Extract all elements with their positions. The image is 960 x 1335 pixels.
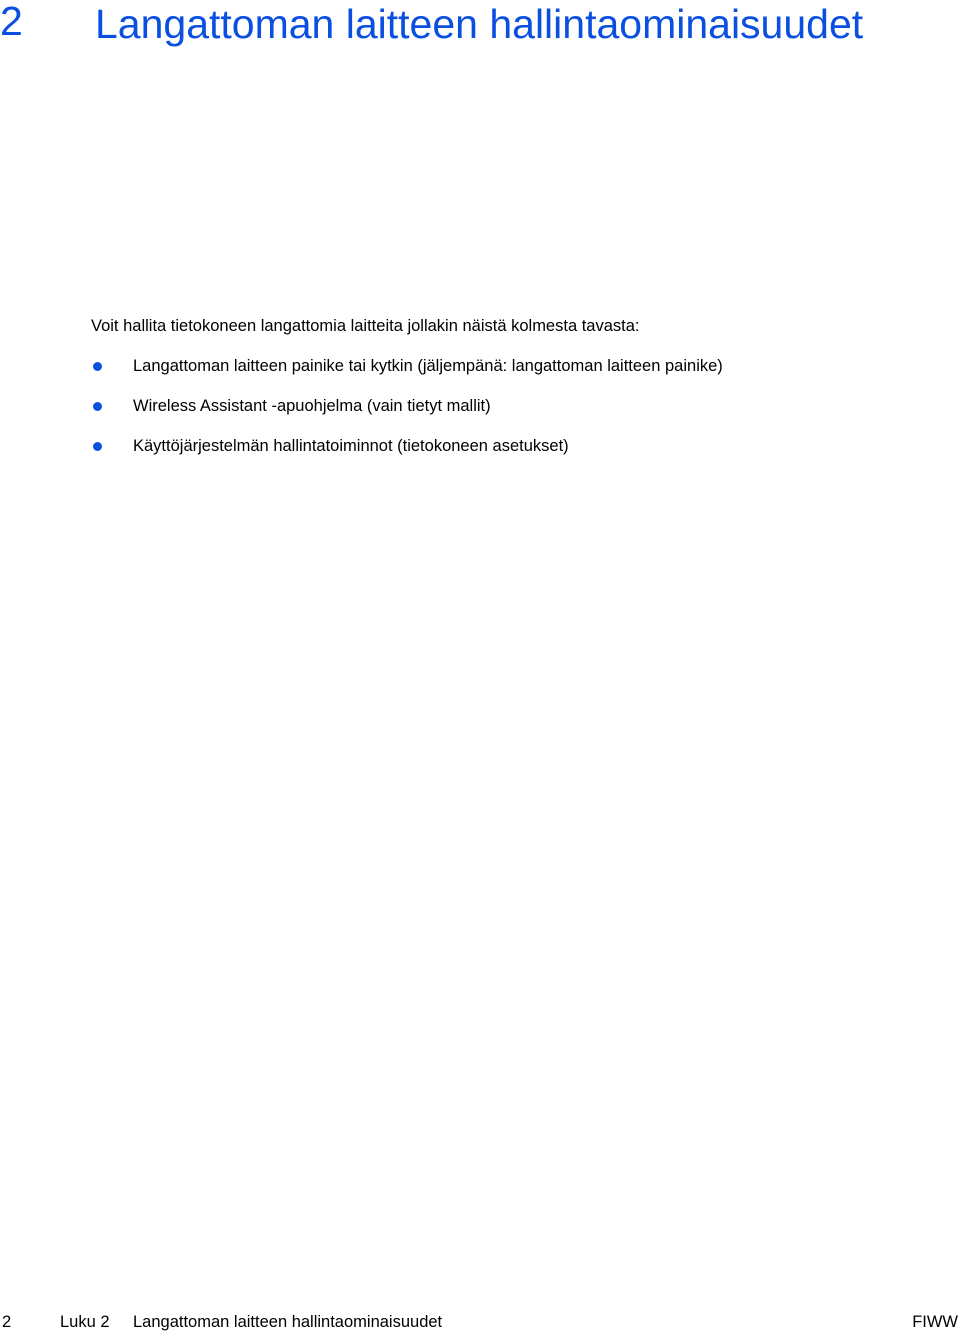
list-item-text: Wireless Assistant -apuohjelma (vain tietyt mallit): [133, 397, 491, 415]
intro-paragraph: Voit hallita tietokoneen langattomia laitteita jollakin näistä kolmesta tavasta:: [91, 317, 640, 335]
page-footer: [0, 1311, 960, 1333]
method-list: [0, 356, 960, 476]
bullet-icon: [93, 442, 102, 451]
bullet-icon: [93, 402, 102, 411]
bullet-icon: [93, 362, 102, 371]
list-item-text: Langattoman laitteen painike tai kytkin (jäljempänä: langattoman laitteen painike): [133, 357, 723, 375]
footer-doc-code: FIWW: [912, 1313, 958, 1331]
footer-chapter-title: Langattoman laitteen hallintaominaisuudet: [133, 1313, 443, 1331]
list-item: [0, 356, 960, 396]
chapter-title: Langattoman laitteen hallintaominaisuudet: [95, 1, 864, 47]
list-item: [0, 396, 960, 436]
footer-chapter-label: Luku 2: [60, 1313, 110, 1331]
list-item: [0, 436, 960, 476]
list-item-text: Käyttöjärjestelmän hallintatoiminnot (tietokoneen asetukset): [133, 437, 569, 455]
footer-page-number: 2: [2, 1313, 12, 1331]
chapter-number: 2: [0, 0, 23, 44]
